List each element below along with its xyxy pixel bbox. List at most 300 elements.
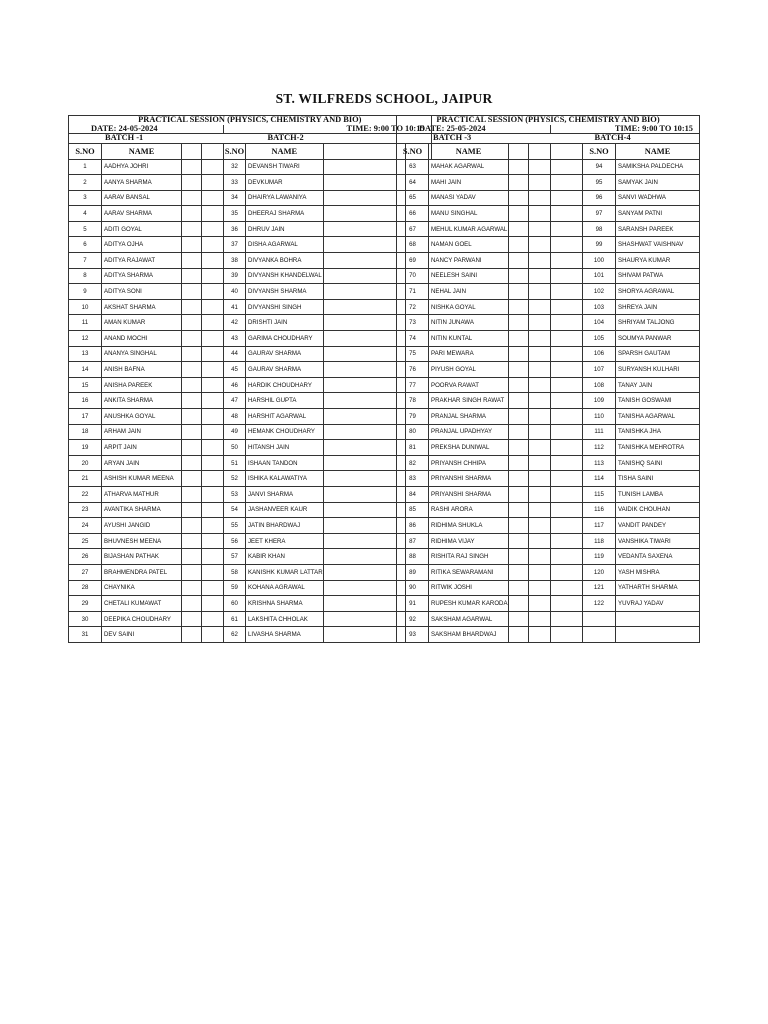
student-name: ADITYA OJHA — [102, 237, 182, 253]
student-name: SURYANSH KULHARI — [616, 362, 700, 378]
column-header-name: NAME — [616, 143, 700, 159]
serial-number: 6 — [69, 237, 102, 253]
student-name: TANISH GOSWAMI — [616, 393, 700, 409]
serial-number: 65 — [397, 190, 429, 206]
student-name: SHORYA AGRAWAL — [616, 284, 700, 300]
serial-number: 121 — [583, 580, 616, 596]
table-row — [69, 175, 432, 191]
serial-number: 117 — [583, 518, 616, 534]
table-row — [69, 221, 432, 237]
blank-cell — [529, 424, 551, 440]
blank-cell — [551, 440, 583, 456]
serial-number: 107 — [583, 362, 616, 378]
blank-cell — [202, 362, 224, 378]
blank-cell — [529, 611, 551, 627]
blank-cell — [323, 409, 405, 425]
blank-cell — [202, 175, 224, 191]
blank-cell — [323, 440, 405, 456]
blank-cell — [323, 237, 405, 253]
student-name: ANISH BAFNA — [102, 362, 182, 378]
student-name: PARI MEWARA — [429, 346, 509, 362]
blank-cell — [509, 346, 529, 362]
student-name: NEELESH SAINI — [429, 268, 509, 284]
blank-cell — [202, 486, 224, 502]
student-name: BIJASHAN PATHAK — [102, 549, 182, 565]
table-row — [69, 580, 432, 596]
table-row — [397, 627, 700, 643]
student-name: DHAIRYA LAWANIYA — [246, 190, 324, 206]
serial-number: 114 — [583, 471, 616, 487]
serial-number: 101 — [583, 268, 616, 284]
student-name: ANUSHKA GOYAL — [102, 409, 182, 425]
student-name: HARDIK CHOUDHARY — [246, 377, 324, 393]
blank-cell — [202, 611, 224, 627]
serial-number: 104 — [583, 315, 616, 331]
serial-number: 110 — [583, 409, 616, 425]
table-row — [397, 580, 700, 596]
blank-cell — [551, 393, 583, 409]
serial-number: 93 — [397, 627, 429, 643]
student-name: DHEERAJ SHARMA — [246, 206, 324, 222]
blank-cell — [182, 409, 202, 425]
table-row — [397, 175, 700, 191]
serial-number: 112 — [583, 440, 616, 456]
blank-cell — [323, 580, 405, 596]
serial-number: 11 — [69, 315, 102, 331]
blank-cell — [529, 518, 551, 534]
serial-number: 76 — [397, 362, 429, 378]
table-row — [69, 253, 432, 269]
blank-cell — [323, 346, 405, 362]
student-name: PIYUSH GOYAL — [429, 362, 509, 378]
table-row — [69, 206, 432, 222]
serial-number: 118 — [583, 533, 616, 549]
serial-number: 57 — [224, 549, 246, 565]
blank-cell — [182, 596, 202, 612]
blank-cell — [551, 611, 583, 627]
student-name: DEVKUMAR — [246, 175, 324, 191]
serial-number: 47 — [224, 393, 246, 409]
blank-cell — [202, 253, 224, 269]
serial-number: 43 — [224, 331, 246, 347]
serial-number: 20 — [69, 455, 102, 471]
blank-cell — [509, 299, 529, 315]
table-row — [397, 471, 700, 487]
blank-cell — [509, 331, 529, 347]
serial-number: 51 — [224, 455, 246, 471]
blank-cell — [551, 486, 583, 502]
table-row — [69, 596, 432, 612]
blank-cell — [202, 455, 224, 471]
blank-cell — [551, 237, 583, 253]
batch-label-b: BATCH-4 — [551, 134, 700, 144]
blank-cell — [509, 502, 529, 518]
blank-cell — [202, 221, 224, 237]
blank-cell — [529, 580, 551, 596]
blank-cell — [529, 455, 551, 471]
serial-number: 82 — [397, 455, 429, 471]
blank-cell — [202, 268, 224, 284]
blank-cell — [551, 627, 583, 643]
column-header-name: NAME — [102, 143, 182, 159]
serial-number: 49 — [224, 424, 246, 440]
blank-cell — [182, 143, 202, 159]
blank-cell — [529, 440, 551, 456]
student-name: DRISHTI JAIN — [246, 315, 324, 331]
serial-number: 24 — [69, 518, 102, 534]
student-name: KRISHNA SHARMA — [246, 596, 324, 612]
student-name: RITIKA SEWARAMANI — [429, 564, 509, 580]
student-name: ARPIT JAIN — [102, 440, 182, 456]
student-name: ANANYA SINGHAL — [102, 346, 182, 362]
blank-cell — [182, 611, 202, 627]
serial-number: 59 — [224, 580, 246, 596]
student-name: DEV SAINI — [102, 627, 182, 643]
serial-number: 56 — [224, 533, 246, 549]
school-title: ST. WILFREDS SCHOOL, JAIPUR — [275, 91, 493, 106]
student-name: AYUSHI JANGID — [102, 518, 182, 534]
blank-cell — [551, 331, 583, 347]
serial-number: 16 — [69, 393, 102, 409]
student-name: PRIYANSHI SHARMA — [429, 486, 509, 502]
blank-cell — [202, 409, 224, 425]
student-name: AARAV BANSAL — [102, 190, 182, 206]
blank-cell — [202, 237, 224, 253]
student-name: ARYAN JAIN — [102, 455, 182, 471]
student-name: RISHITA RAJ SINGH — [429, 549, 509, 565]
blank-cell — [509, 237, 529, 253]
table-row — [397, 409, 700, 425]
serial-number: 5 — [69, 221, 102, 237]
student-name: VEDANTA SAXENA — [616, 549, 700, 565]
student-name: ASHISH KUMAR MEENA — [102, 471, 182, 487]
blank-cell — [529, 159, 551, 175]
blank-cell — [509, 221, 529, 237]
student-name: ANISHA PAREEK — [102, 377, 182, 393]
blank-cell — [323, 611, 405, 627]
student-name: NISHKA GOYAL — [429, 299, 509, 315]
serial-number: 29 — [69, 596, 102, 612]
student-name: HITANSH JAIN — [246, 440, 324, 456]
table-row — [69, 362, 432, 378]
student-name: ISHAAN TANDON — [246, 455, 324, 471]
serial-number: 53 — [224, 486, 246, 502]
serial-number: 113 — [583, 455, 616, 471]
student-name: PRIYANSHI SHARMA — [429, 471, 509, 487]
blank-cell — [182, 518, 202, 534]
student-name: MAHAK AGARWAL — [429, 159, 509, 175]
blank-cell — [509, 362, 529, 378]
blank-cell — [202, 424, 224, 440]
table-row — [69, 627, 432, 643]
blank-cell — [551, 143, 583, 159]
serial-number: 18 — [69, 424, 102, 440]
blank-cell — [551, 471, 583, 487]
blank-cell — [529, 175, 551, 191]
batch-label-a: BATCH -1 — [69, 134, 224, 144]
blank-cell — [551, 502, 583, 518]
student-name: NEHAL JAIN — [429, 284, 509, 300]
blank-cell — [551, 455, 583, 471]
blank-cell — [509, 268, 529, 284]
serial-number: 115 — [583, 486, 616, 502]
blank-cell — [529, 299, 551, 315]
student-name: DIVYANSH KHANDELWAL — [246, 268, 324, 284]
serial-number: 94 — [583, 159, 616, 175]
student-name: RUPESH KUMAR KARODA — [429, 596, 509, 612]
serial-number: 36 — [224, 221, 246, 237]
serial-number — [583, 627, 616, 643]
serial-number: 62 — [224, 627, 246, 643]
blank-cell — [182, 237, 202, 253]
student-name: AVANTIKA SHARMA — [102, 502, 182, 518]
table-row — [397, 190, 700, 206]
batch-label-b: BATCH-2 — [224, 134, 432, 144]
blank-cell — [182, 471, 202, 487]
serial-number: 75 — [397, 346, 429, 362]
serial-number: 12 — [69, 331, 102, 347]
blank-cell — [529, 237, 551, 253]
serial-number: 13 — [69, 346, 102, 362]
blank-cell — [323, 221, 405, 237]
student-name: SAMYAK JAIN — [616, 175, 700, 191]
table-row — [397, 362, 700, 378]
blank-cell — [182, 206, 202, 222]
blank-cell — [323, 284, 405, 300]
serial-number: 70 — [397, 268, 429, 284]
table-row — [397, 315, 700, 331]
serial-number: 1 — [69, 159, 102, 175]
blank-cell — [323, 471, 405, 487]
table-row — [397, 268, 700, 284]
blank-cell — [323, 549, 405, 565]
serial-number: 111 — [583, 424, 616, 440]
student-name: DIVYANSHI SINGH — [246, 299, 324, 315]
serial-number: 73 — [397, 315, 429, 331]
student-name: TUNISH LAMBA — [616, 486, 700, 502]
blank-cell — [202, 502, 224, 518]
serial-number: 42 — [224, 315, 246, 331]
session-heading: PRACTICAL SESSION (PHYSICS, CHEMISTRY AND BIO) — [69, 116, 432, 125]
blank-cell — [529, 253, 551, 269]
blank-cell — [529, 284, 551, 300]
serial-number: 7 — [69, 253, 102, 269]
blank-cell — [202, 627, 224, 643]
blank-cell — [182, 253, 202, 269]
serial-number: 44 — [224, 346, 246, 362]
table-row — [69, 409, 432, 425]
serial-number: 8 — [69, 268, 102, 284]
blank-cell — [182, 299, 202, 315]
blank-cell — [182, 627, 202, 643]
table-row — [397, 549, 700, 565]
table-row — [397, 253, 700, 269]
blank-cell — [509, 159, 529, 175]
table-row — [69, 237, 432, 253]
blank-cell — [529, 471, 551, 487]
student-name: MAHI JAIN — [429, 175, 509, 191]
session-heading: PRACTICAL SESSION (PHYSICS, CHEMISTRY AND BIO) — [397, 116, 700, 125]
serial-number: 120 — [583, 564, 616, 580]
blank-cell — [551, 549, 583, 565]
blank-cell — [551, 346, 583, 362]
serial-number: 80 — [397, 424, 429, 440]
blank-cell — [323, 315, 405, 331]
student-name — [616, 611, 700, 627]
blank-cell — [551, 424, 583, 440]
blank-cell — [202, 159, 224, 175]
table-row — [69, 502, 432, 518]
table-row — [69, 331, 432, 347]
blank-cell — [202, 564, 224, 580]
blank-cell — [509, 190, 529, 206]
serial-number: 39 — [224, 268, 246, 284]
student-name: ATHARVA MATHUR — [102, 486, 182, 502]
blank-cell — [509, 143, 529, 159]
blank-cell — [551, 159, 583, 175]
blank-cell — [182, 159, 202, 175]
student-name: SAKSHAM BHARDWAJ — [429, 627, 509, 643]
blank-cell — [182, 440, 202, 456]
serial-number: 14 — [69, 362, 102, 378]
blank-cell — [551, 206, 583, 222]
blank-cell — [509, 253, 529, 269]
table-row — [69, 315, 432, 331]
table-row — [397, 611, 700, 627]
blank-cell — [202, 206, 224, 222]
blank-cell — [182, 362, 202, 378]
student-name: PRANJAL UPADHYAY — [429, 424, 509, 440]
student-name: PRIYANSH CHHIPA — [429, 455, 509, 471]
blank-cell — [202, 284, 224, 300]
table-row — [397, 518, 700, 534]
serial-number: 4 — [69, 206, 102, 222]
blank-cell — [323, 596, 405, 612]
blank-cell — [529, 377, 551, 393]
left-attendance-table — [68, 115, 432, 643]
serial-number: 97 — [583, 206, 616, 222]
blank-cell — [529, 627, 551, 643]
blank-cell — [323, 190, 405, 206]
student-name: KOHANA AGRAWAL — [246, 580, 324, 596]
blank-cell — [182, 190, 202, 206]
blank-cell — [182, 331, 202, 347]
blank-cell — [529, 331, 551, 347]
student-name: BRAHMENDRA PATEL — [102, 564, 182, 580]
serial-number: 81 — [397, 440, 429, 456]
table-row — [397, 299, 700, 315]
blank-cell — [551, 190, 583, 206]
student-name: DHRUV JAIN — [246, 221, 324, 237]
student-name: RITWIK JOSHI — [429, 580, 509, 596]
student-name: CHETALI KUMAWAT — [102, 596, 182, 612]
blank-cell — [509, 315, 529, 331]
student-name: POORVA RAWAT — [429, 377, 509, 393]
table-row — [69, 611, 432, 627]
student-name: TANISHA AGARWAL — [616, 409, 700, 425]
student-name: RASHI ARORA — [429, 502, 509, 518]
table-row — [69, 486, 432, 502]
serial-number: 78 — [397, 393, 429, 409]
column-header-name: NAME — [246, 143, 324, 159]
blank-cell — [529, 362, 551, 378]
serial-number: 28 — [69, 580, 102, 596]
serial-number: 27 — [69, 564, 102, 580]
blank-cell — [323, 424, 405, 440]
student-name: SANYAM PATNI — [616, 206, 700, 222]
student-name: ISHIKA KALAWATIYA — [246, 471, 324, 487]
blank-cell — [551, 596, 583, 612]
blank-cell — [509, 611, 529, 627]
blank-cell — [323, 143, 405, 159]
blank-cell — [182, 268, 202, 284]
serial-number: 17 — [69, 409, 102, 425]
table-row — [397, 159, 700, 175]
student-name: AADHYA JOHRI — [102, 159, 182, 175]
student-name: NAMAN GOEL — [429, 237, 509, 253]
student-name: KABIR KHAN — [246, 549, 324, 565]
blank-cell — [509, 549, 529, 565]
blank-cell — [529, 596, 551, 612]
serial-number: 61 — [224, 611, 246, 627]
student-name: AARAV SHARMA — [102, 206, 182, 222]
serial-number: 45 — [224, 362, 246, 378]
column-header-name: NAME — [429, 143, 509, 159]
serial-number: 9 — [69, 284, 102, 300]
student-name: LIVASHA SHARMA — [246, 627, 324, 643]
blank-cell — [509, 377, 529, 393]
column-header-sno: S.NO — [224, 143, 246, 159]
table-row — [397, 346, 700, 362]
serial-number: 74 — [397, 331, 429, 347]
serial-number: 55 — [224, 518, 246, 534]
serial-number: 26 — [69, 549, 102, 565]
blank-cell — [182, 377, 202, 393]
serial-number: 37 — [224, 237, 246, 253]
blank-cell — [323, 299, 405, 315]
student-name: SHASHWAT VAISHNAV — [616, 237, 700, 253]
student-name: JATIN BHARDWAJ — [246, 518, 324, 534]
blank-cell — [551, 409, 583, 425]
student-name: SARANSH PAREEK — [616, 221, 700, 237]
student-name: RIDHIMA SHUKLA — [429, 518, 509, 534]
serial-number: 30 — [69, 611, 102, 627]
blank-cell — [529, 315, 551, 331]
table-row — [69, 440, 432, 456]
student-name: BHUVNESH MEENA — [102, 533, 182, 549]
blank-cell — [323, 518, 405, 534]
blank-cell — [182, 393, 202, 409]
blank-cell — [182, 533, 202, 549]
blank-cell — [202, 299, 224, 315]
blank-cell — [509, 409, 529, 425]
table-row — [397, 564, 700, 580]
blank-cell — [182, 564, 202, 580]
blank-cell — [509, 518, 529, 534]
session-time: TIME: 9:00 TO 10:15 — [551, 125, 700, 134]
session-time: TIME: 9:00 TO 10:15 — [224, 125, 432, 134]
blank-cell — [529, 346, 551, 362]
student-name: SPARSH GAUTAM — [616, 346, 700, 362]
serial-number: 119 — [583, 549, 616, 565]
blank-cell — [551, 268, 583, 284]
blank-cell — [529, 502, 551, 518]
student-name: TANISHQ SAINI — [616, 455, 700, 471]
serial-number: 72 — [397, 299, 429, 315]
table-row — [69, 299, 432, 315]
student-name: NITIN JUNAWA — [429, 315, 509, 331]
blank-cell — [551, 221, 583, 237]
